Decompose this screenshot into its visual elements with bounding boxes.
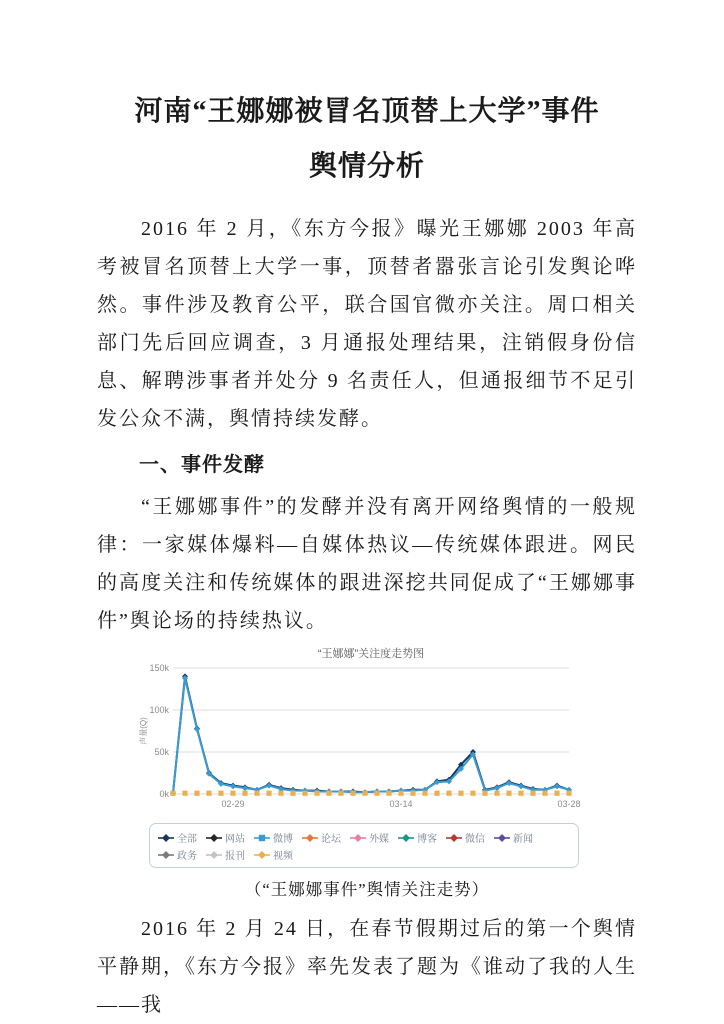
title-line-1: 河南“王娜娜被冒名顶替上大学”事件 [134,96,600,127]
series-marker-square [326,791,331,796]
series-marker-square [494,791,499,796]
y-tick-label: 50k [154,747,169,757]
series-marker-square [398,791,403,796]
series-marker-square [350,791,355,796]
trend-chart [139,646,585,819]
figure-caption: （“王娜娜事件”舆情关注走势） [244,880,490,899]
paragraph-section1: “王娜娜事件”的发酵并没有离开网络舆情的一般规律：一家媒体爆料—自媒体热议—传统媒体跟进。网民的高度关注和传统媒体的跟进深挖共同促成了“王娜娜事件”舆论场的持续热议。 [97,496,637,632]
paragraph-after-figure: 2016 年 2 月 24 日，在春节假期过后的第一个舆情平静期，《东方今报》率先发表了题为《谁动了我的人生——我 [97,918,637,1016]
trend-chart-figure [97,646,637,900]
legend-item-微信 [446,830,485,845]
series-marker-square [434,791,439,796]
series-marker-square [242,791,247,796]
series-marker-square [338,791,343,796]
legend-marker-icon [350,833,366,843]
chart-title: “王娜娜”关注度走势图 [317,648,425,660]
legend-item-视频 [254,847,293,862]
legend-marker-icon [494,833,510,843]
legend-marker-icon [254,833,270,843]
x-tick-label: 02-29 [221,799,245,809]
y-tick-label: 150k [149,663,169,673]
legend-marker-icon [446,833,462,843]
legend-marker-icon [206,833,222,843]
legend-label: 博客 [417,834,437,845]
trend-chart-svg [139,646,585,814]
series-marker-square [386,791,391,796]
legend-label: 全部 [177,834,197,845]
y-tick-label: 100k [149,705,169,715]
series-marker-square [470,791,475,796]
section-heading-1: 一、事件发酵 [139,454,265,476]
series-marker-square [458,791,463,796]
series-marker-square [554,791,559,796]
legend-item-微博 [254,830,293,845]
series-marker-square [254,791,259,796]
series-marker-square [182,791,187,796]
series-line-微博 [173,678,569,793]
legend-item-论坛 [302,830,341,845]
legend-label: 微信 [465,834,485,845]
legend-item-报刊 [206,847,245,862]
legend-item-外媒 [350,830,389,845]
series-marker-square [290,791,295,796]
series-marker-square [410,791,415,796]
legend-item-政务 [158,847,197,862]
legend-label: 视频 [273,851,293,862]
legend-label: 论坛 [321,834,341,845]
legend-item-全部 [158,830,197,845]
x-tick-label: 03-14 [389,799,413,809]
series-marker-square [542,791,547,796]
chart-legend [149,823,579,868]
paragraph-intro: 2016 年 2 月，《东方今报》曝光王娜娜 2003 年高考被冒名顶替上大学一事，顶替者嚣张言论引发舆论哗然。事件涉及教育公平，联合国官微亦关注。周口相关部门先后回应调查，3 月通报处理结果，注销假身份信息、解聘涉事者并处分 9 名责任人，但通报细节不足引发公众不满，舆情持续发酵。 [97,218,637,430]
legend-marker-icon [158,850,174,860]
y-axis-label: 声量(Q) [139,717,148,745]
series-marker-square [374,791,379,796]
legend-label: 网站 [225,834,245,845]
legend-marker-icon [254,850,270,860]
x-tick-label: 03-28 [557,799,581,809]
series-marker-square [218,791,223,796]
series-marker-square [314,791,319,796]
series-marker-square [170,791,175,796]
legend-label: 政务 [177,851,197,862]
series-marker-square [566,791,571,796]
title-line-2: 舆情分析 [308,151,425,182]
legend-label: 微博 [273,834,293,845]
legend-marker-icon [398,833,414,843]
legend-item-网站 [206,830,245,845]
legend-marker-icon [302,833,318,843]
series-marker-square [278,791,283,796]
series-marker-square [266,791,271,796]
legend-marker-icon [206,850,222,860]
series-marker-square [506,791,511,796]
series-line-全部 [173,676,569,793]
legend-label: 外媒 [369,834,389,845]
series-marker-square [362,791,367,796]
series-marker-square [194,791,199,796]
series-marker-square [446,791,451,796]
document-title [97,84,637,194]
legend-item-博客 [398,830,437,845]
series-marker-square [230,791,235,796]
series-marker-square [530,791,535,796]
legend-item-新闻 [494,830,533,845]
series-marker-square [206,791,211,796]
series-marker-square [482,791,487,796]
series-marker [554,783,560,789]
series-marker-square [518,791,523,796]
series-marker [506,780,512,786]
legend-label: 报刊 [225,851,245,862]
series-marker [194,726,200,732]
legend-label: 新闻 [513,834,533,845]
y-tick-label: 0k [159,789,169,799]
legend-marker-icon [158,833,174,843]
series-marker-square [302,791,307,796]
series-marker-square [422,791,427,796]
series-marker [266,783,272,789]
